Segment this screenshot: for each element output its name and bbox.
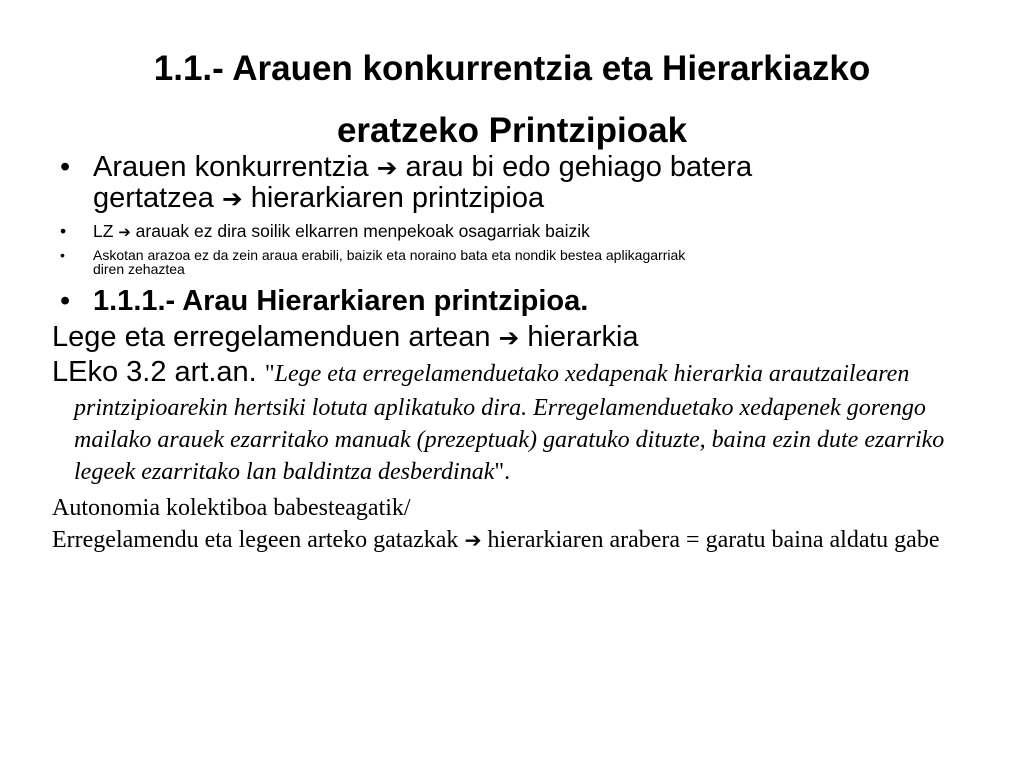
bullet-text: arau bi edo gehiago batera [405, 151, 753, 183]
paragraph-text: Lege eta erregelamenduen artean [52, 321, 491, 353]
bullet-text: Arauen konkurrentzia [93, 151, 369, 183]
bullet-text: gertatzea [93, 182, 214, 214]
paragraph-text: Autonomia kolektiboa babesteagatik/ [52, 495, 411, 521]
bullet-icon: • [60, 221, 67, 241]
section-heading: 1.1.1.- Arau Hierarkiaren printzipioa. [93, 285, 589, 317]
slide-title-line-2: eratzeko Printzipioak [336, 111, 688, 150]
bullet-item-lz [52, 222, 982, 242]
bullet-icon: • [60, 151, 71, 183]
arrow-right-icon: ➔ [376, 153, 398, 182]
bullet-item-askotan [52, 248, 982, 276]
quote-close: ". [494, 459, 511, 485]
paragraph-leko-quote [52, 356, 982, 488]
paragraph-lege-erregelamendu [52, 321, 982, 354]
bullet-item-konkurrentzia [52, 152, 982, 214]
slide-title [0, 38, 1024, 162]
bullet-item-section-heading [52, 285, 982, 317]
paragraph-text: Erregelamendu eta legeen arteko gatazkak [52, 527, 459, 553]
bullet-text: LZ [93, 221, 114, 241]
quote-open: " [264, 361, 275, 387]
paragraph-lead: LEko 3.2 art.an. [52, 356, 257, 388]
arrow-right-icon: ➔ [221, 184, 243, 213]
arrow-right-icon: ➔ [118, 223, 131, 241]
paragraph-autonomia [52, 494, 982, 522]
bullet-text: diren zehaztea [93, 261, 185, 277]
quote-text: Lege eta erregelamenduetako xedapenak hierarkia arautzailearen printzipioarekin hertsiki lotuta aplikatuko dira. Erregelamenduetako xedapenek gorengo mailako arauek ezarritako manuak (prezeptuak) garatuko dituzte, baina ezin dute ezarriko legeek ezarritako lan baldintza desberdinak [74, 361, 945, 485]
slide-content [52, 152, 982, 554]
bullet-text: Askotan arazoa ez da zein araua erabili, baizik eta noraino bata eta nondik bestea aplikagarriak [93, 247, 686, 263]
arrow-right-icon: ➔ [464, 528, 482, 552]
bullet-icon: • [60, 247, 65, 263]
arrow-right-icon: ➔ [498, 323, 520, 352]
bullet-text: hierarkiaren printzipioa [250, 182, 545, 214]
paragraph-text: hierarkia [527, 321, 639, 353]
paragraph-text: hierarkiaren arabera = garatu baina aldatu gabe [487, 527, 940, 553]
paragraph-gatazkak [52, 526, 982, 554]
slide-title-line-1: 1.1.- Arauen konkurrentzia eta Hierarkiazko [153, 49, 871, 88]
bullet-text: arauak ez dira soilik elkarren menpekoak osagarriak baizik [135, 221, 590, 241]
bullet-icon: • [60, 285, 71, 317]
